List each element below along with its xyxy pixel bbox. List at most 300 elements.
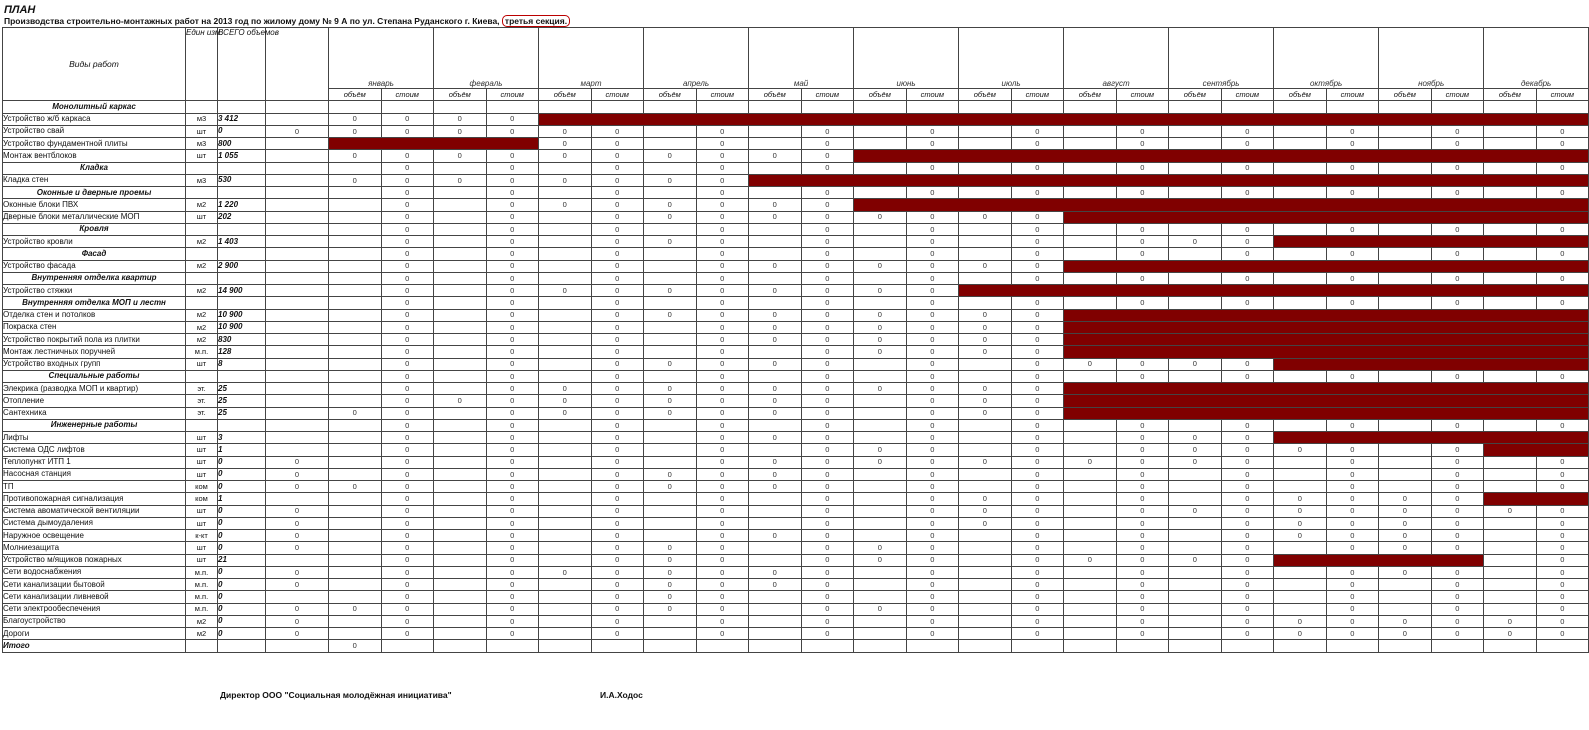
zero-cell: 0 [486,432,539,444]
empty-cell [749,187,802,199]
zero-cell: 0 [801,309,854,321]
section-row [3,187,1589,199]
zero-cell: 0 [434,113,487,125]
work-name: Отделка стен и потолков [3,309,186,321]
empty-cell [1484,162,1537,174]
empty-cell [749,272,802,284]
zero-cell: 0 [749,468,802,480]
zero-cell: 0 [591,603,644,615]
schedule-bar [1274,236,1589,248]
zero-cell: 0 [906,615,959,627]
work-name: Система дымоудаления [3,517,186,529]
empty-cell [959,554,1012,566]
zero-cell: 0 [696,150,749,162]
zero-cell: 0 [906,162,959,174]
zero-cell: 0 [1221,615,1274,627]
empty-cell [1169,187,1222,199]
zero-cell: 0 [1431,456,1484,468]
unit-cell: шт [186,444,218,456]
zero-cell: 0 [486,199,539,211]
empty-cell [644,321,697,333]
empty-cell [1064,603,1117,615]
work-name: Устройство фундаментной плиты [3,138,186,150]
empty-cell [434,505,487,517]
empty-cell [959,370,1012,382]
zero-cell: 0 [1326,615,1379,627]
schedule-bar [1064,321,1589,333]
empty-cell [749,162,802,174]
zero-cell: 0 [591,187,644,199]
zero-cell: 0 [1221,579,1274,591]
empty-cell [434,101,487,113]
empty-cell [1064,432,1117,444]
zero-cell: 0 [486,493,539,505]
zero-cell: 0 [381,370,434,382]
empty-cell [644,248,697,260]
zero-cell: 0 [644,566,697,578]
zero-cell: 0 [1379,530,1432,542]
unit-cell [186,272,218,284]
cost-subheader: стоим [696,89,749,101]
empty-cell [266,150,329,162]
zero-cell: 0 [1221,530,1274,542]
empty-cell [1169,125,1222,137]
zero-cell: 0 [1011,591,1064,603]
total-cell: 3 412 [218,113,266,125]
empty-cell [539,187,592,199]
empty-cell [266,554,329,566]
zero-cell: 0 [1326,603,1379,615]
empty-cell [1379,370,1432,382]
empty-cell [329,248,382,260]
empty-cell [854,566,907,578]
empty-cell [854,138,907,150]
zero-cell: 0 [854,444,907,456]
empty-cell [1484,272,1537,284]
zero-cell: 0 [486,628,539,640]
work-name: ТП [3,481,186,493]
empty-cell [854,517,907,529]
zero-cell: 0 [591,456,644,468]
zero-cell: 0 [539,138,592,150]
zero-cell: 0 [1116,419,1169,431]
zero-cell: 0 [381,468,434,480]
zero-cell: 0 [591,579,644,591]
empty-cell [959,223,1012,235]
empty-cell [1379,481,1432,493]
section-title: Оконные и дверные проемы [3,187,186,199]
zero-cell: 0 [434,125,487,137]
zero-cell: 0 [1116,566,1169,578]
empty-cell [1484,370,1537,382]
cost-subheader: стоим [1116,89,1169,101]
empty-cell [854,615,907,627]
zero-cell: 0 [1116,615,1169,627]
empty-cell [1011,101,1064,113]
empty-cell [266,358,329,370]
table-row [3,321,1589,333]
zero-cell: 0 [381,530,434,542]
empty-cell [266,187,329,199]
zero-cell: 0 [266,603,329,615]
zero-cell: 0 [1116,272,1169,284]
zero-cell: 0 [801,248,854,260]
zero-cell: 0 [1221,419,1274,431]
zero-cell: 0 [1536,628,1589,640]
empty-cell [266,370,329,382]
zero-cell: 0 [906,566,959,578]
zero-cell: 0 [906,456,959,468]
empty-cell [539,223,592,235]
empty-cell [959,542,1012,554]
zero-cell: 0 [959,321,1012,333]
empty-cell [1064,138,1117,150]
empty-cell [1379,640,1432,652]
zero-cell: 0 [801,150,854,162]
zero-cell: 0 [801,223,854,235]
empty-cell [329,566,382,578]
zero-cell: 0 [1326,468,1379,480]
zero-cell: 0 [1011,309,1064,321]
zero-cell: 0 [1431,493,1484,505]
empty-cell [1169,579,1222,591]
schedule-bar [749,174,1589,186]
unit-cell [186,187,218,199]
empty-cell [1064,579,1117,591]
work-name: Система авоматической вентиляции [3,505,186,517]
unit-cell: м3 [186,113,218,125]
zero-cell: 0 [906,517,959,529]
zero-cell: 0 [381,554,434,566]
empty-cell [266,248,329,260]
unit-cell: эт. [186,407,218,419]
schedule-bar [1064,395,1589,407]
total-cell: 1 220 [218,199,266,211]
zero-cell: 0 [591,444,644,456]
zero-cell: 0 [266,517,329,529]
work-name: Сети электрообеспечения [3,603,186,615]
cost-subheader: стоим [591,89,644,101]
empty-cell [1064,615,1117,627]
zero-cell: 0 [381,395,434,407]
zero-cell: 0 [591,309,644,321]
empty-cell [539,101,592,113]
empty-cell [959,236,1012,248]
empty-cell [644,101,697,113]
empty-cell [906,101,959,113]
document-title: ПЛАН [4,4,36,16]
empty-cell [434,493,487,505]
zero-cell: 0 [381,272,434,284]
total-cell: 800 [218,138,266,150]
zero-cell: 0 [1011,358,1064,370]
total-cell [218,248,266,260]
empty-cell [1379,603,1432,615]
empty-cell [644,419,697,431]
work-name: Устройство ж/б каркаса [3,113,186,125]
zero-cell: 0 [696,236,749,248]
zero-cell: 0 [1169,554,1222,566]
zero-cell: 0 [1116,505,1169,517]
empty-cell [1274,272,1327,284]
empty-cell [329,468,382,480]
zero-cell: 0 [801,628,854,640]
zero-cell: 0 [539,383,592,395]
zero-cell: 0 [591,236,644,248]
zero-cell: 0 [1326,493,1379,505]
zero-cell: 0 [1011,444,1064,456]
empty-cell [854,125,907,137]
total-cell: 8 [218,358,266,370]
zero-cell: 0 [1431,223,1484,235]
zero-cell: 0 [1116,138,1169,150]
empty-cell [696,101,749,113]
empty-cell [1169,530,1222,542]
empty-cell [1064,640,1117,652]
empty-cell [434,370,487,382]
empty-cell [959,358,1012,370]
zero-cell: 0 [1221,187,1274,199]
zero-cell: 0 [486,297,539,309]
zero-cell: 0 [1536,603,1589,615]
zero-cell: 0 [1116,468,1169,480]
zero-cell: 0 [381,309,434,321]
zero-cell: 0 [1326,187,1379,199]
zero-cell: 0 [591,297,644,309]
empty-cell [1064,566,1117,578]
zero-cell: 0 [906,285,959,297]
empty-cell [1169,542,1222,554]
zero-cell: 0 [1326,125,1379,137]
zero-cell: 0 [1431,370,1484,382]
zero-cell: 0 [644,579,697,591]
empty-cell [1274,566,1327,578]
zero-cell: 0 [749,285,802,297]
zero-cell: 0 [539,174,592,186]
zero-cell: 0 [381,321,434,333]
empty-cell [959,566,1012,578]
zero-cell: 0 [801,236,854,248]
month-header: июль [959,28,1064,89]
total-cell: 21 [218,554,266,566]
empty-cell [329,615,382,627]
zero-cell: 0 [801,505,854,517]
empty-cell [1484,138,1537,150]
volume-subheader: объём [749,89,802,101]
zero-cell: 0 [486,554,539,566]
zero-cell: 0 [906,272,959,284]
empty-cell [1326,640,1379,652]
zero-cell: 0 [591,542,644,554]
schedule-bar [1064,346,1589,358]
zero-cell: 0 [1536,591,1589,603]
empty-cell [381,640,434,652]
zero-cell: 0 [1116,579,1169,591]
zero-cell: 0 [1431,125,1484,137]
zero-cell: 0 [1431,297,1484,309]
empty-cell [329,530,382,542]
zero-cell: 0 [381,566,434,578]
zero-cell: 0 [801,432,854,444]
zero-cell: 0 [1536,566,1589,578]
zero-cell: 0 [539,566,592,578]
zero-cell: 0 [1326,566,1379,578]
zero-cell: 0 [854,309,907,321]
zero-cell: 0 [591,517,644,529]
empty-cell [539,419,592,431]
work-name: Сети канализации бытовой [3,579,186,591]
month-header: апрель [644,28,749,89]
empty-cell [1064,272,1117,284]
empty-cell [644,517,697,529]
zero-cell: 0 [1011,260,1064,272]
zero-cell: 0 [906,407,959,419]
zero-cell: 0 [1011,236,1064,248]
zero-cell: 0 [381,542,434,554]
empty-cell [1169,138,1222,150]
empty-cell [1484,542,1537,554]
zero-cell: 0 [801,579,854,591]
empty-cell [854,187,907,199]
work-name: Дороги [3,628,186,640]
empty-cell [434,346,487,358]
empty-cell [266,321,329,333]
zero-cell: 0 [1326,481,1379,493]
section-row [3,223,1589,235]
zero-cell: 0 [696,603,749,615]
empty-cell [329,260,382,272]
zero-cell: 0 [959,395,1012,407]
zero-cell: 0 [906,138,959,150]
empty-cell [539,603,592,615]
zero-cell: 0 [381,517,434,529]
empty-cell [329,321,382,333]
empty-cell [329,236,382,248]
empty-cell [539,456,592,468]
zero-cell: 0 [854,456,907,468]
zero-cell: 0 [1011,321,1064,333]
director-label: Директор ООО "Социальная молодёжная инициатива" [220,690,452,700]
empty-cell [854,395,907,407]
empty-cell [329,272,382,284]
zero-cell: 0 [644,358,697,370]
empty-cell [1274,223,1327,235]
work-name: Кладка стен [3,174,186,186]
zero-cell: 0 [486,407,539,419]
empty-cell [959,579,1012,591]
zero-cell: 0 [1431,603,1484,615]
volume-subheader: объём [329,89,382,101]
zero-cell: 0 [696,554,749,566]
unit-cell: м2 [186,260,218,272]
zero-cell: 0 [1274,530,1327,542]
work-name: Устройство кровли [3,236,186,248]
zero-cell: 0 [801,481,854,493]
schedule-bar [1064,383,1589,395]
empty-cell [1064,101,1117,113]
zero-cell: 0 [486,346,539,358]
total-cell: 0 [218,517,266,529]
unit-cell: шт [186,517,218,529]
empty-cell [1484,125,1537,137]
month-header: сентябрь [1169,28,1274,89]
zero-cell: 0 [696,334,749,346]
empty-cell [959,162,1012,174]
work-name: Устройство фасада [3,260,186,272]
extra-cell [266,640,329,652]
empty-cell [434,628,487,640]
empty-cell [1274,370,1327,382]
empty-cell [1169,615,1222,627]
zero-cell: 0 [749,481,802,493]
zero-cell: 0 [1116,297,1169,309]
zero-cell: 0 [1536,481,1589,493]
volume-subheader: объём [434,89,487,101]
zero-cell: 0 [696,493,749,505]
empty-cell [329,517,382,529]
empty-cell [1274,162,1327,174]
zero-cell: 0 [906,530,959,542]
zero-cell: 0 [1011,334,1064,346]
empty-cell [959,432,1012,444]
empty-cell [1064,223,1117,235]
schedule-bar [1274,358,1589,370]
zero-cell: 0 [1536,419,1589,431]
table-row [3,554,1589,566]
empty-cell [959,481,1012,493]
total-cost-value: 0 [329,640,382,652]
zero-cell: 0 [591,383,644,395]
schedule-bar [1064,260,1589,272]
zero-cell: 0 [329,481,382,493]
zero-cell: 0 [1221,456,1274,468]
schedule-bar [1274,554,1484,566]
zero-cell: 0 [486,542,539,554]
zero-cell: 0 [1116,223,1169,235]
volume-subheader: объём [1379,89,1432,101]
empty-cell [1169,517,1222,529]
zero-cell: 0 [1011,395,1064,407]
schedule-bar [1274,432,1589,444]
zero-cell: 0 [486,395,539,407]
section-title: Кровля [3,223,186,235]
zero-cell: 0 [801,162,854,174]
header-blank [266,28,329,101]
zero-cell: 0 [959,334,1012,346]
empty-cell [959,419,1012,431]
unit-cell: м2 [186,236,218,248]
empty-cell [959,468,1012,480]
zero-cell: 0 [696,285,749,297]
zero-cell: 0 [1431,138,1484,150]
empty-cell [1274,248,1327,260]
zero-cell: 0 [906,309,959,321]
zero-cell: 0 [486,272,539,284]
zero-cell: 0 [1221,468,1274,480]
zero-cell: 0 [696,628,749,640]
zero-cell: 0 [1116,517,1169,529]
unit-cell: м2 [186,628,218,640]
table-row [3,309,1589,321]
zero-cell: 0 [906,187,959,199]
zero-cell: 0 [906,628,959,640]
empty-cell [1484,517,1537,529]
table-row [3,530,1589,542]
empty-cell [329,395,382,407]
empty-cell [696,640,749,652]
zero-cell: 0 [906,334,959,346]
zero-cell: 0 [1431,542,1484,554]
